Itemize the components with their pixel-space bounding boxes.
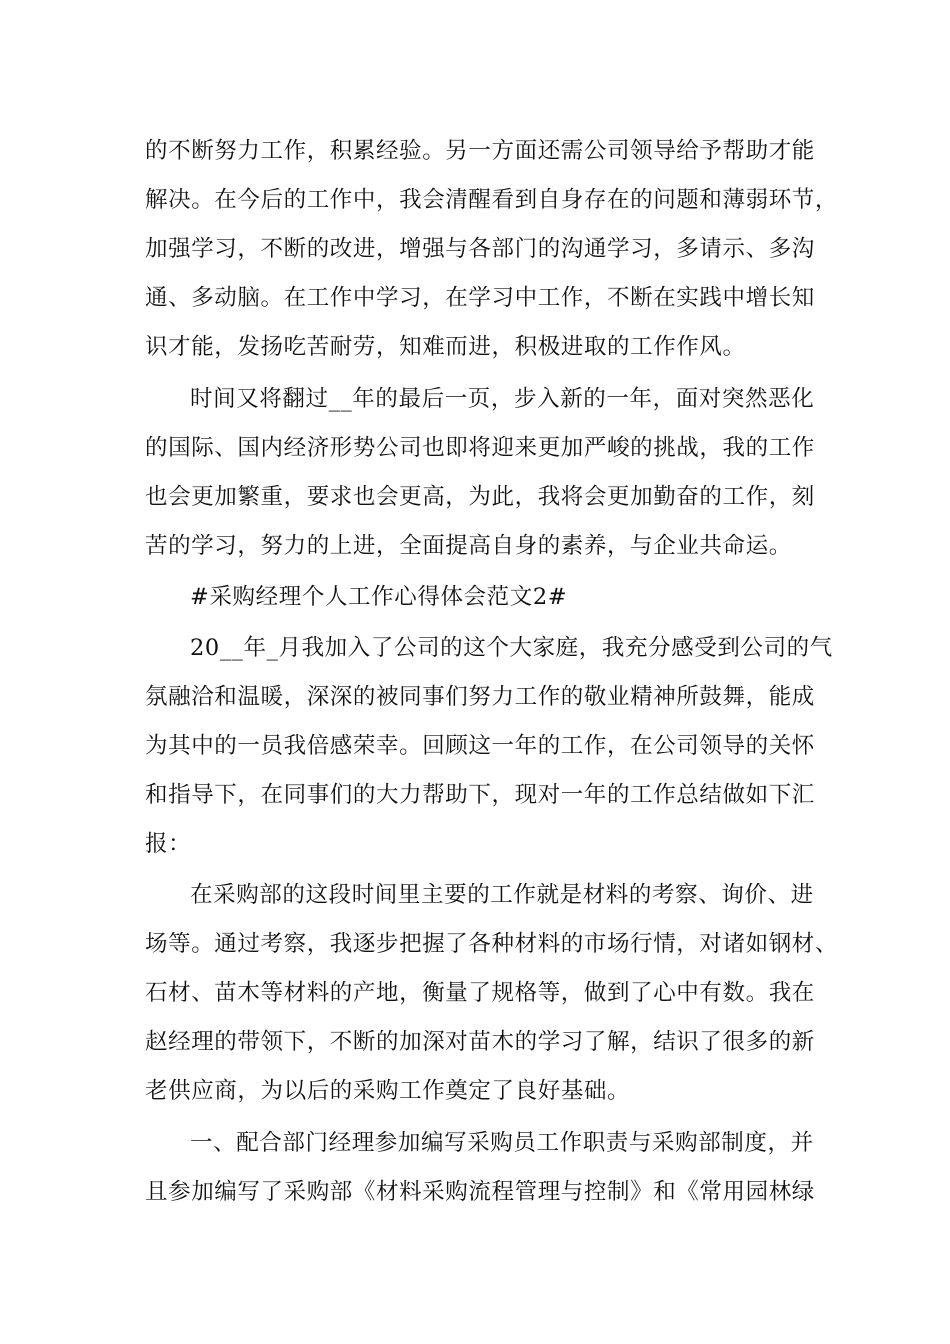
paragraph-line: 在采购部的这段时间里主要的工作就是材料的考察、询价、进 [190,882,814,908]
paragraph-line: 解决。在今后的工作中，我会清醒看到自身存在的问题和薄弱环节， [145,187,839,213]
paragraph-line: 通、多动脑。在工作中学习，在学习中工作，不断在实践中增长知 [145,285,815,311]
paragraph-line: 苦的学习，努力的上进，全面提高自身的素养，与企业共命运。 [145,533,792,559]
paragraph-line: 时间又将翻过__年的最后一页，步入新的一年，面对突然恶化 [190,386,815,412]
paragraph-line: 20__年_月我加入了公司的这个大家庭，我充分感受到公司的气 [190,635,833,661]
paragraph-line: 一、配合部门经理参加编写采购员工作职责与采购部制度，并 [190,1130,814,1156]
paragraph-line: 氛融洽和温暖，深深的被同事们努力工作的敬业精神所鼓舞，能成 [145,684,815,710]
paragraph-line: 的不断努力工作，积累经验。另一方面还需公司领导给予帮助才能 [145,138,815,164]
paragraph-line: 识才能，发扬吃苦耐劳，知难而进，积极进取的工作作风。 [145,334,746,360]
paragraph-line: 且参加编写了采购部《材料采购流程管理与控制》和《常用园林绿 [145,1179,815,1205]
paragraph-line: 石材、苗木等材料的产地，衡量了规格等，做到了心中有数。我在 [145,980,815,1006]
paragraph-line: 老供应商，为以后的采购工作奠定了良好基础。 [145,1078,631,1104]
section-heading: #采购经理个人工作心得体会范文2# [190,584,568,610]
paragraph-line: 和指导下，在同事们的大力帮助下，现对一年的工作总结做如下汇 [145,782,815,808]
paragraph-line: 加强学习，不断的改进，增强与各部门的沟通学习，多请示、多沟 [145,236,815,262]
paragraph-line: 场等。通过考察，我逐步把握了各种材料的市场行情，对诸如钢材、 [145,931,839,957]
paragraph-line: 赵经理的带领下，不断的加深对苗木的学习了解，结识了很多的新 [145,1029,815,1055]
paragraph-line: 报： [145,831,192,857]
paragraph-line: 也会更加繁重，要求也会更高，为此，我将会更加勤奋的工作，刻 [145,484,815,510]
paragraph-line: 为其中的一员我倍感荣幸。回顾这一年的工作，在公司领导的关怀 [145,733,815,759]
paragraph-line: 的国际、国内经济形势公司也即将迎来更加严峻的挑战，我的工作 [145,435,815,461]
